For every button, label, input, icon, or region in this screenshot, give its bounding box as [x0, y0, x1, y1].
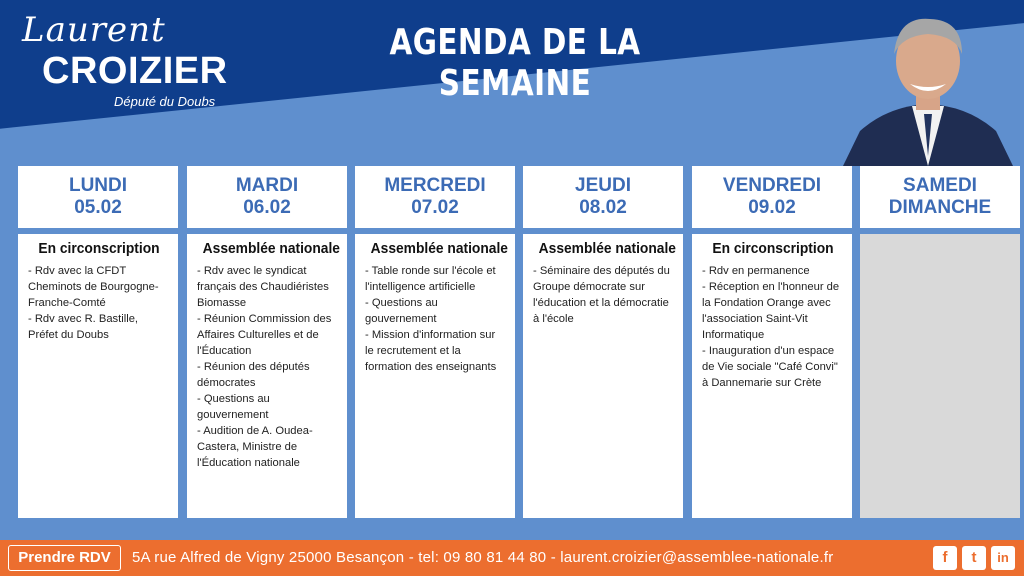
page-title: AGENDA DE LA SEMAINE	[389, 22, 641, 104]
agenda-item: - Réunion des députés démocrates	[197, 361, 310, 389]
category-title: En circonscription	[712, 240, 834, 257]
agenda-item: - Réunion Commission des Affaires Culturelles et de l'Éducation	[197, 313, 332, 357]
day-date: 09.02	[748, 197, 796, 218]
day-heading-mercredi	[355, 166, 515, 228]
category-title: Assemblée nationale	[538, 240, 676, 257]
day-date: 07.02	[411, 197, 459, 218]
category-title: Assemblée nationale	[202, 240, 340, 257]
day-heading-vendredi	[692, 166, 852, 228]
day-panel-vendredi	[692, 234, 852, 518]
day-date: 05.02	[74, 197, 122, 218]
agenda-list	[533, 263, 675, 327]
portrait-photo	[838, 6, 1018, 166]
agenda-list	[197, 263, 339, 471]
logo	[14, 10, 228, 109]
agenda-item: - Mission d'information sur le recrutement et la formation des enseignants	[365, 329, 497, 373]
agenda-item: - Questions au gouvernement	[197, 393, 270, 421]
day-name: JEUDI	[575, 175, 631, 196]
day-date: 08.02	[579, 197, 627, 218]
day-name: MERCREDI	[384, 175, 486, 196]
day-panel-weekend	[860, 234, 1020, 518]
linkedin-icon[interactable]: in	[991, 546, 1015, 570]
day-date: DIMANCHE	[888, 197, 992, 218]
logo-subtitle: Député du Doubs	[114, 94, 216, 109]
agenda-item: - Rdv avec le syndicat français des Chaudiéristes Biomasse	[197, 265, 329, 309]
agenda-item: - Rdv avec la CFDT Cheminots de Bourgogne-Franche-Comté	[28, 265, 159, 309]
category-title: Assemblée nationale	[370, 240, 508, 257]
day-heading-lundi	[18, 166, 178, 228]
agenda-item: - Questions au gouvernement	[365, 297, 438, 325]
agenda-item: - Rdv avec R. Bastille, Préfet du Doubs	[28, 313, 139, 341]
agenda-list	[702, 263, 844, 391]
facebook-icon[interactable]: f	[933, 546, 957, 570]
agenda-item: - Inauguration d'un espace de Vie sociale "Café Convi" à Dannemarie sur Crète	[702, 345, 838, 389]
day-heading-mardi	[187, 166, 347, 228]
contact-info: 5A rue Alfred de Vigny 25000 Besançon - tel: 09 80 81 44 80 - laurent.croizier@assemblee-nationale.fr	[132, 549, 834, 566]
category-title: En circonscription	[38, 240, 160, 257]
day-name: LUNDI	[68, 175, 128, 196]
book-appointment-button[interactable]: Prendre RDV	[8, 545, 121, 571]
day-name: SAMEDI	[903, 175, 977, 196]
agenda-item: - Réception en l'honneur de la Fondation Orange avec l'association Saint-Vit Informatique	[702, 281, 840, 341]
day-name: MARDI	[235, 175, 299, 196]
day-panel-lundi	[18, 234, 178, 518]
day-heading-weekend	[860, 166, 1020, 228]
agenda-list	[365, 263, 507, 375]
agenda-item: - Table ronde sur l'école et l'intelligence artificielle	[365, 265, 496, 293]
day-date: 06.02	[243, 197, 291, 218]
logo-script: Laurent	[22, 10, 166, 50]
day-panel-mercredi	[355, 234, 515, 518]
agenda-item: - Rdv en permanence	[702, 265, 810, 277]
twitter-icon[interactable]: t	[962, 546, 986, 570]
day-name: VENDREDI	[722, 175, 822, 196]
agenda-item: - Séminaire des députés du Groupe démocrate sur l'éducation et la démocratie à l'école	[533, 265, 670, 325]
day-panel-mardi	[187, 234, 347, 518]
agenda-item: - Audition de A. Oudea-Castera, Ministre de l'Éducation nationale	[197, 425, 313, 469]
footer-bar	[0, 540, 1024, 576]
agenda-list	[28, 263, 170, 343]
day-heading-jeudi	[523, 166, 683, 228]
logo-name: CROIZIER	[42, 50, 228, 92]
day-panel-jeudi	[523, 234, 683, 518]
